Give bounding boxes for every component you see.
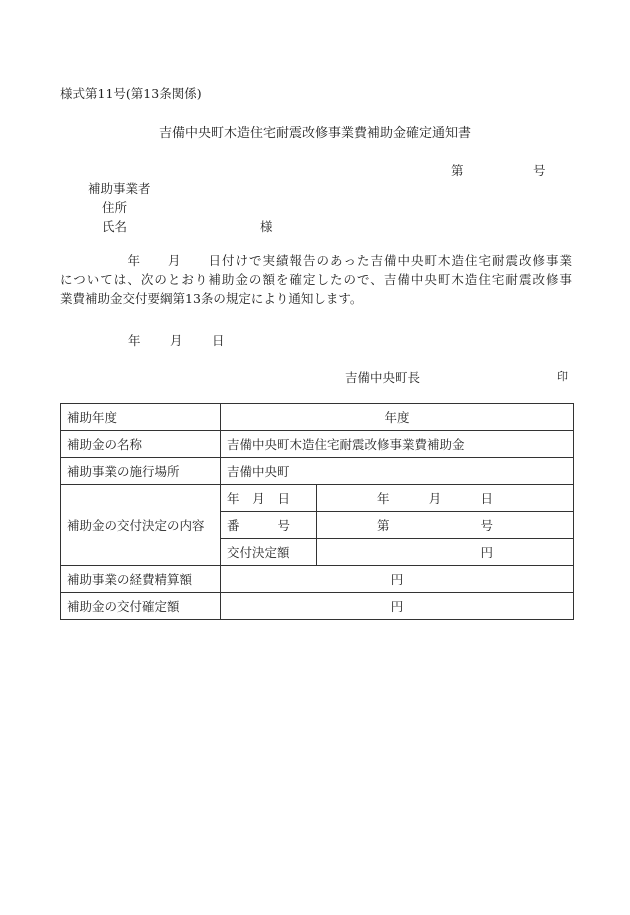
body-line: については、次のとおり補助金の額を確定したので、吉備中央町木造住宅耐震改修事	[60, 272, 572, 287]
body-line: 年 月 日付けで実績報告のあった吉備中央町木造住宅耐震改修事業	[60, 253, 572, 268]
decision-date-label	[221, 485, 317, 512]
table-row	[61, 458, 574, 485]
body-line: 業費補助金交付要綱第13条の規定により通知します。	[60, 291, 363, 306]
issue-date-year: 年	[128, 333, 141, 348]
honorific: 様	[260, 219, 273, 234]
location-value: 吉備中央町	[221, 458, 574, 485]
table-row	[61, 593, 574, 620]
fiscal-year-label: 補助年度	[61, 404, 221, 431]
table-row	[61, 485, 574, 512]
location-label: 補助事業の施行場所	[61, 458, 221, 485]
decision-amount-unit: 円	[317, 539, 574, 566]
name-label: 氏名	[102, 219, 128, 234]
issuer-name: 吉備中央町長	[345, 370, 421, 385]
decision-date-value-day: 日	[480, 491, 494, 506]
settled-cost-unit: 円	[221, 566, 574, 593]
decision-number-label-go: 号	[277, 518, 290, 533]
confirmed-amount-label: 補助金の交付確定額	[61, 593, 221, 620]
document-number-suffix: 号	[533, 163, 546, 178]
issue-date-day: 日	[212, 333, 225, 348]
decision-date-value-year: 年	[377, 491, 390, 506]
decision-number-value	[317, 512, 574, 539]
decision-number-label-ban: 番	[227, 518, 240, 533]
decision-number-suffix: 号	[480, 518, 494, 533]
decision-date-label-year: 年	[227, 491, 240, 506]
grant-name-label: 補助金の名称	[61, 431, 221, 458]
decision-date-label-month: 月	[252, 491, 265, 506]
decision-date-value	[317, 485, 574, 512]
decision-number-prefix: 第	[377, 518, 390, 533]
grant-name-value: 吉備中央町木造住宅耐震改修事業費補助金	[221, 431, 574, 458]
decision-date-label-day: 日	[277, 491, 290, 506]
document-title: 吉備中央町木造住宅耐震改修事業費補助金確定通知書	[158, 126, 471, 141]
body-text	[60, 251, 572, 308]
address-label: 住所	[102, 200, 128, 215]
form-number: 様式第11号(第13条関係)	[60, 86, 202, 101]
decision-label: 補助金の交付決定の内容	[61, 485, 221, 566]
table-row	[61, 404, 574, 431]
grant-details-table	[60, 403, 574, 620]
decision-date-value-month: 月	[428, 491, 442, 506]
document-number-prefix: 第	[451, 163, 464, 178]
issue-date-month: 月	[170, 333, 183, 348]
recipient-label: 補助事業者	[88, 181, 151, 196]
fiscal-year-value: 年度	[221, 404, 574, 431]
issue-date	[128, 331, 225, 349]
table-row	[61, 431, 574, 458]
settled-cost-label: 補助事業の経費精算額	[61, 566, 221, 593]
confirmed-amount-unit: 円	[221, 593, 574, 620]
decision-number-label	[221, 512, 317, 539]
table-row	[61, 566, 574, 593]
decision-amount-label: 交付決定額	[221, 539, 317, 566]
seal-mark: 印	[557, 370, 568, 383]
